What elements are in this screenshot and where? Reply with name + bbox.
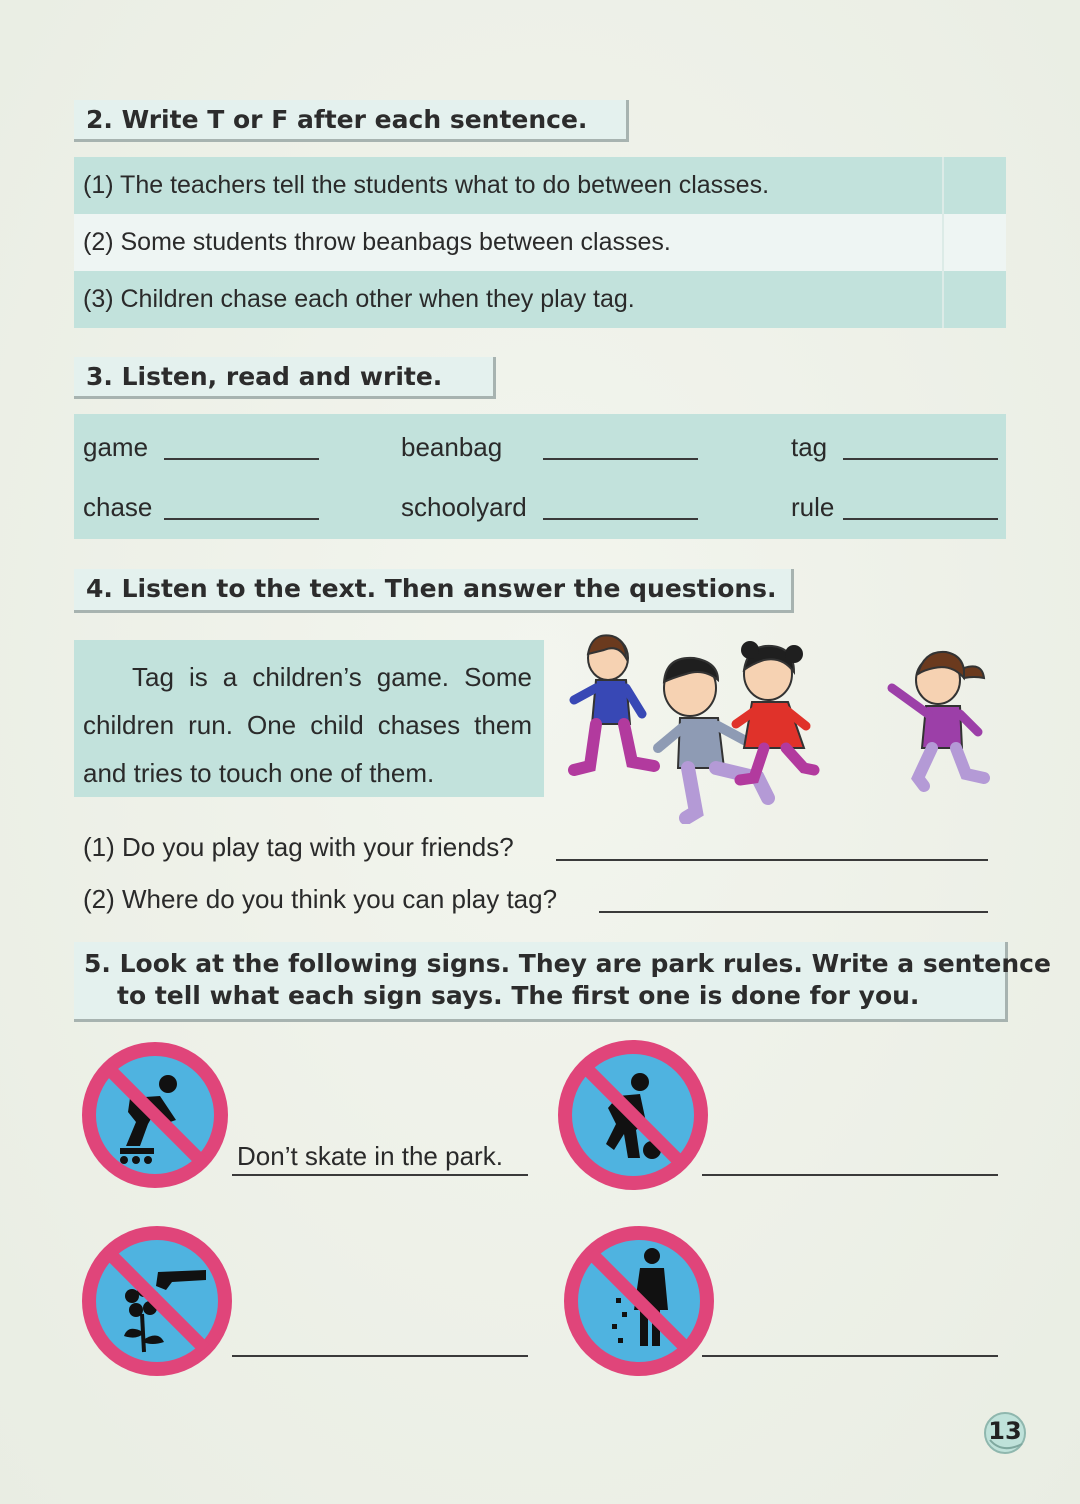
word-blank[interactable] [543, 518, 698, 520]
running-child-icon [736, 641, 814, 780]
section-5-heading-line1: 5. Look at the following signs. They are park rules. Write a sentence [84, 949, 1051, 978]
word-blank[interactable] [164, 458, 319, 460]
tf-sentence-3: (3) Children chase each other when they play tag. [83, 285, 635, 313]
sign-1-answer: Don’t skate in the park. [237, 1141, 503, 1171]
word-blank[interactable] [843, 458, 998, 460]
chasing-child-icon [892, 652, 984, 786]
question-2: (2) Where do you think you can play tag? [83, 884, 558, 914]
section-3-heading: 3. Listen, read and write. [74, 357, 496, 399]
word-blank[interactable] [543, 458, 698, 460]
word-blank[interactable] [843, 518, 998, 520]
section-4-heading: 4. Listen to the text. Then answer the questions. [74, 569, 794, 613]
answer-line-1[interactable] [556, 859, 988, 861]
running-child-icon [574, 635, 654, 770]
answer-column-divider [942, 157, 944, 328]
tag-passage: Tag is a children’s game. Some children run. One child chases them and tries to touch one of them. [74, 640, 544, 797]
tf-sentence-2: (2) Some students throw beanbags between classes. [74, 214, 1006, 271]
question-1: (1) Do you play tag with your friends? [83, 832, 514, 862]
page-number: 13 [988, 1417, 1022, 1445]
section-5-heading [74, 942, 1051, 1022]
page-number-badge [982, 1410, 1028, 1456]
sign-2-answer-line[interactable] [702, 1174, 998, 1176]
word-chase: chase [83, 492, 153, 522]
tf-sentence-1: (1) The teachers tell the students what to do between classes. [83, 171, 770, 199]
sign-3-answer-line[interactable] [232, 1355, 528, 1357]
word-list-band [74, 414, 1006, 539]
word-rule: rule [791, 492, 835, 522]
sign-4-answer-line[interactable] [702, 1355, 998, 1357]
sign-1-answer-line[interactable] [232, 1174, 528, 1176]
no-ball-playing-icon [556, 1038, 710, 1192]
section-5-heading-line2: to tell what each sign says. The first one is done for you. [117, 981, 920, 1010]
word-blank[interactable] [164, 518, 319, 520]
word-beanbag: beanbag [401, 432, 503, 462]
no-picking-flowers-icon [80, 1224, 234, 1378]
no-skating-icon [80, 1040, 230, 1190]
children-playing-tag-illustration [568, 628, 1000, 824]
no-littering-icon [560, 1224, 718, 1378]
word-tag: tag [791, 432, 828, 462]
answer-line-2[interactable] [599, 911, 988, 913]
section-2-heading: 2. Write T or F after each sentence. [74, 100, 629, 142]
word-schoolyard: schoolyard [401, 492, 527, 522]
true-false-table [74, 157, 1006, 328]
word-game: game [83, 432, 149, 462]
